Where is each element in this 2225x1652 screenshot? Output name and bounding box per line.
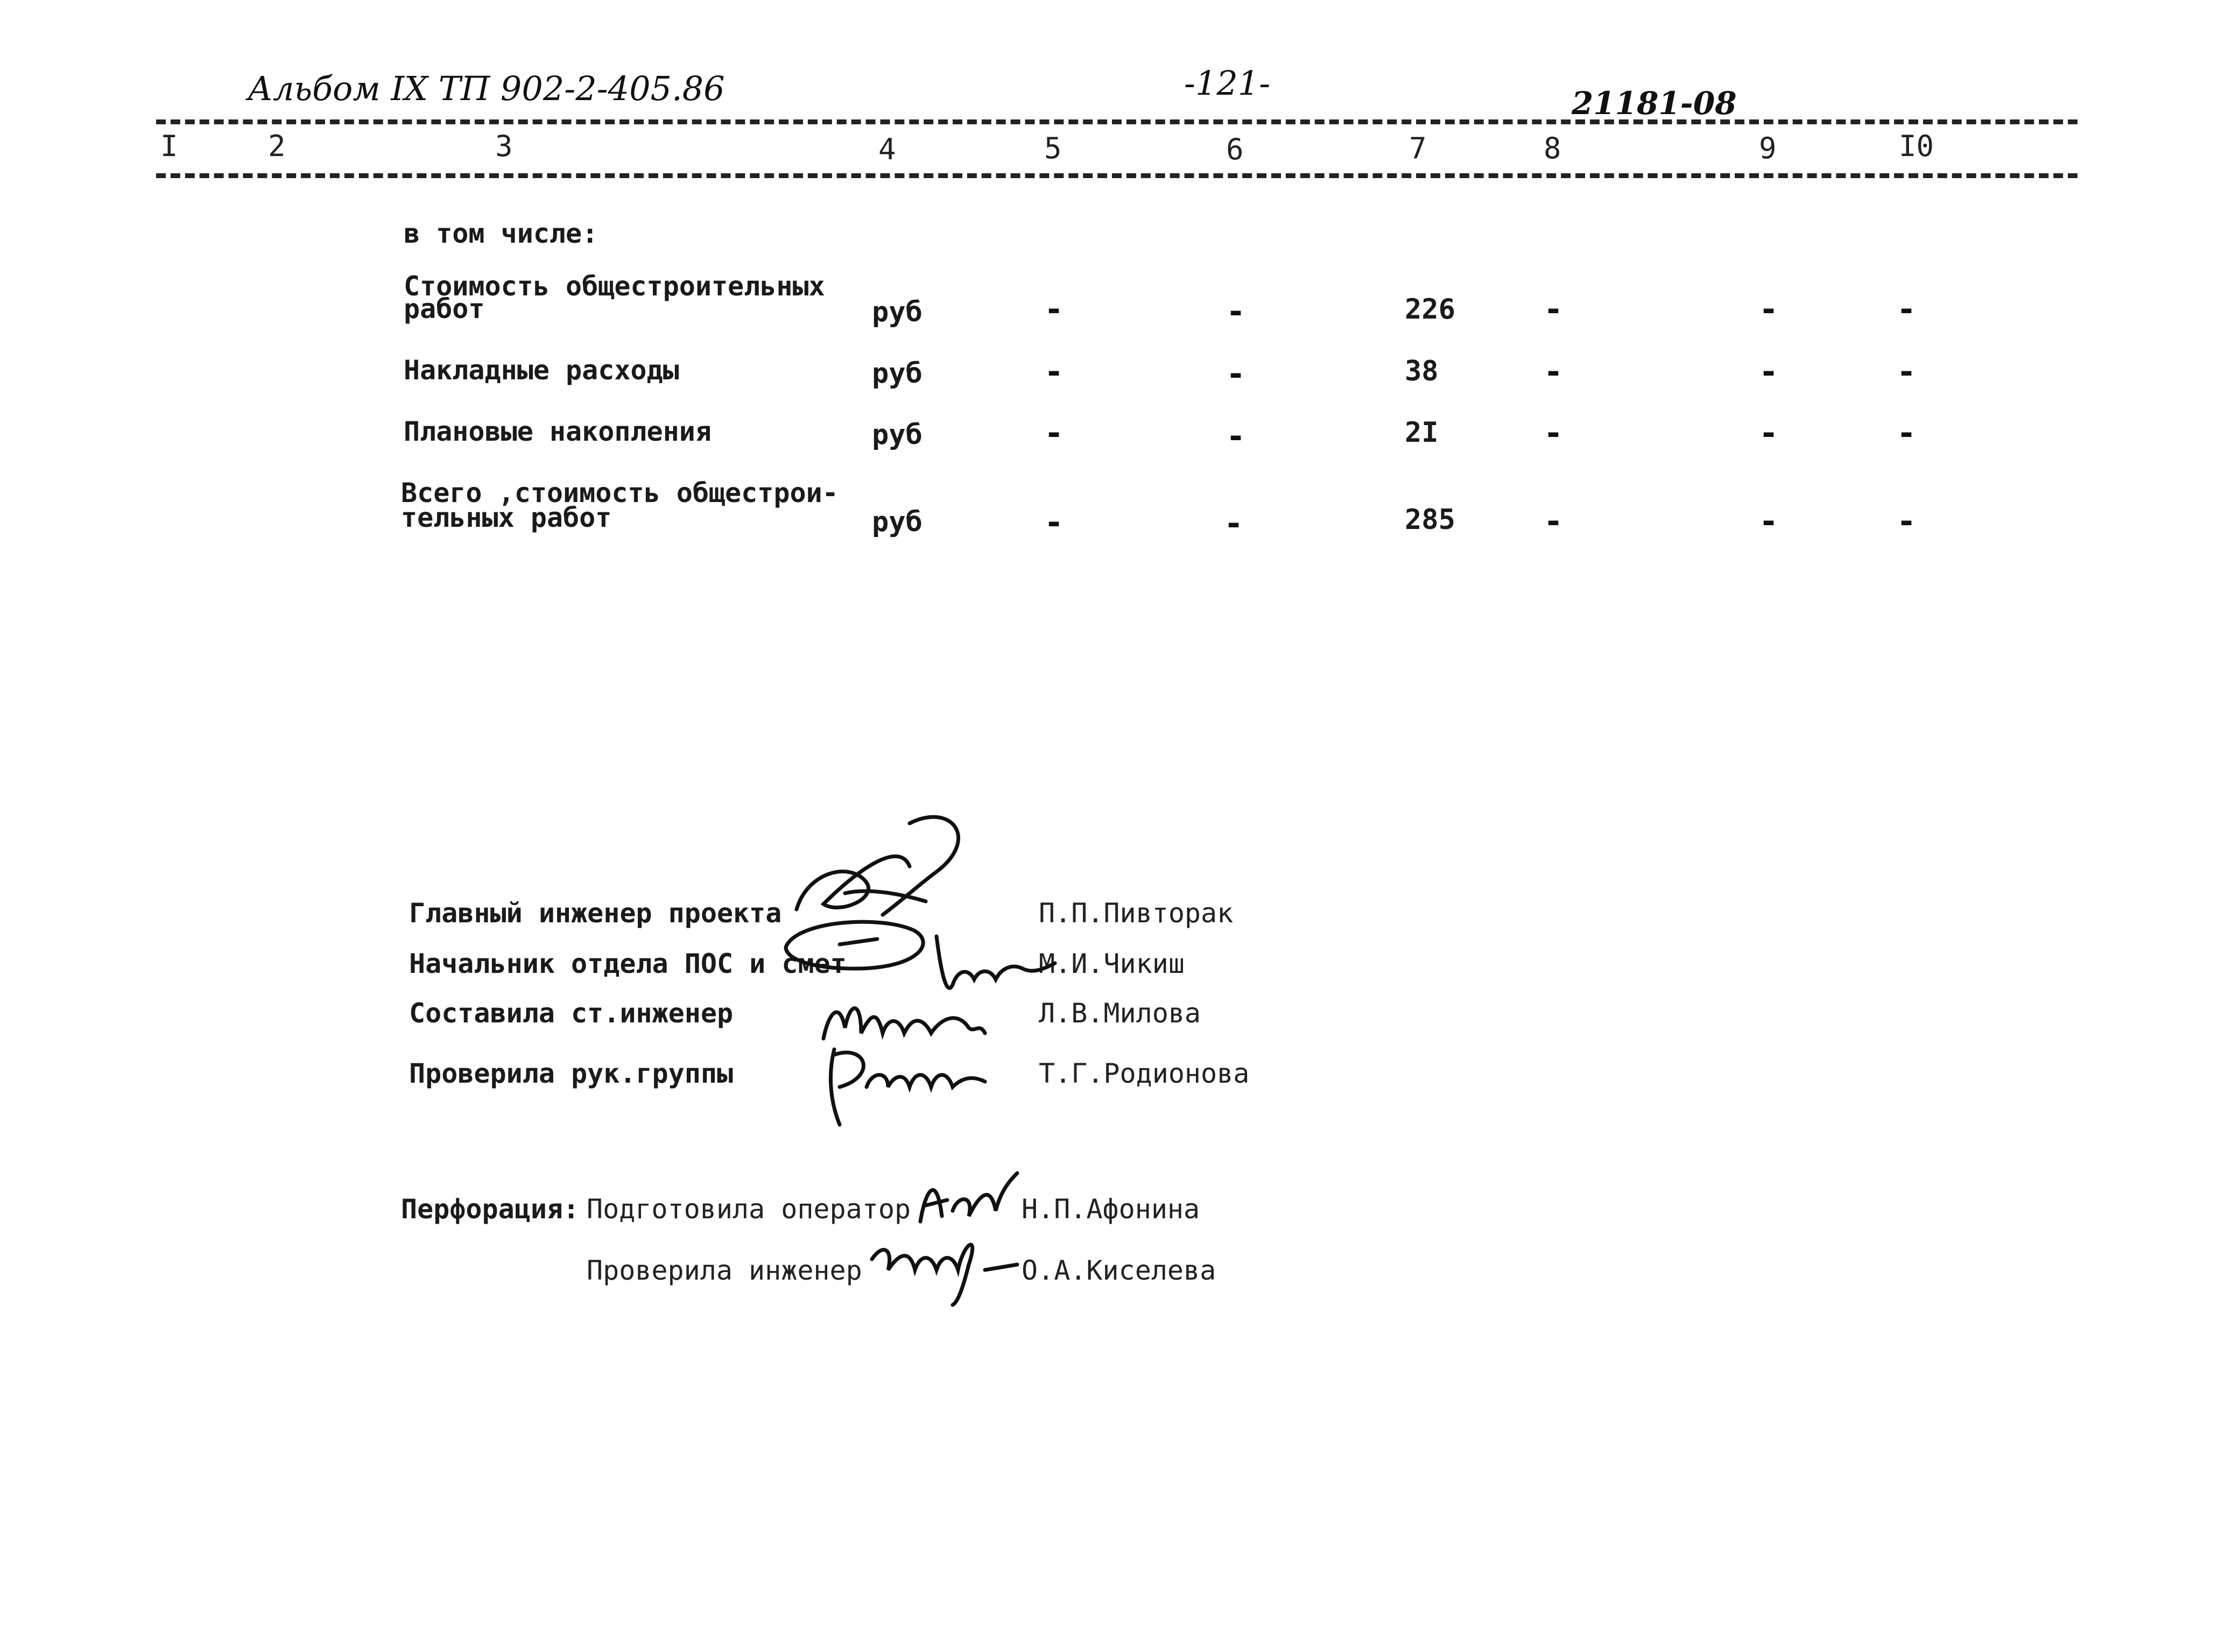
value-cell: - [1544, 414, 1564, 452]
signature-name: Л.В.Милова [1039, 998, 1201, 1029]
row-label-line: работ [404, 293, 485, 324]
value-cell: - [1044, 414, 1064, 452]
value-cell: - [1044, 353, 1064, 391]
album-reference: Альбом IX ТП 902-2-405.86 [248, 69, 725, 108]
page-number: -121- [1184, 63, 1271, 103]
column-header: 2 [268, 129, 286, 163]
value-cell: - [1224, 505, 1244, 542]
value-cell: - [1759, 503, 1779, 540]
header-rule-bottom [156, 173, 2078, 178]
unit-cell: руб [872, 419, 923, 451]
row-label-line: тельных работ [401, 502, 612, 533]
value-cell: - [1544, 291, 1564, 328]
column-header: 4 [878, 132, 896, 166]
value-cell: - [1226, 418, 1246, 455]
value-cell: - [1897, 503, 1917, 540]
unit-cell: руб [872, 357, 923, 390]
value-cell: - [1897, 353, 1917, 391]
handwritten-signature [775, 807, 1076, 1012]
value-cell: - [1897, 291, 1917, 328]
signature-name: Т.Г.Родионова [1039, 1058, 1250, 1089]
signature-role: Проверила рук.группы [409, 1058, 734, 1089]
signature-name: М.И.Чикиш [1039, 948, 1185, 979]
value-cell: - [1226, 355, 1246, 393]
value-cell: - [1759, 414, 1779, 452]
row-label-line: Всего ,стоимость общестрои- [401, 477, 839, 509]
perforation-checked-name: О.А.Киселева [1022, 1255, 1216, 1286]
document-code: 21181-08 [1572, 85, 1737, 122]
value-cell: - [1226, 293, 1246, 330]
handwritten-signature [910, 1162, 1028, 1232]
value-cell: 226 [1405, 293, 1455, 326]
value-cell: 285 [1405, 504, 1455, 536]
column-header: 8 [1544, 131, 1561, 165]
value-cell: - [1544, 503, 1564, 540]
handwritten-signature [861, 1227, 1023, 1308]
column-header: I0 [1899, 129, 1934, 163]
column-header: 9 [1759, 131, 1777, 165]
handwritten-signature [818, 1039, 990, 1130]
value-cell: - [1544, 353, 1564, 391]
row-label-line: Накладные расходы [404, 355, 679, 386]
value-cell: - [1759, 353, 1779, 391]
signature-name: П.П.Пивторак [1039, 898, 1234, 929]
signature-role: Начальник отдела ПОС и смет [409, 948, 847, 979]
signature-role: Главный инженер проекта [409, 898, 782, 929]
signature-role: Составила ст.инженер [409, 998, 734, 1029]
unit-cell: руб [872, 296, 923, 328]
column-header: 3 [495, 129, 513, 163]
value-cell: 2I [1405, 416, 1439, 449]
value-cell: - [1044, 504, 1064, 541]
value-cell: - [1759, 291, 1779, 328]
column-header: 7 [1409, 131, 1427, 165]
perforation-prepared-role: Подготовила оператор [587, 1194, 911, 1225]
perforation-checked-role: Проверила инженер [587, 1255, 862, 1286]
perforation-label: Перфорация: [401, 1194, 580, 1225]
value-cell: - [1044, 291, 1064, 328]
unit-cell: руб [872, 506, 923, 538]
section-intro: в том числе: [404, 218, 599, 249]
row-label-line: Стоимость общестроительных [404, 271, 825, 302]
column-header: I [160, 129, 178, 163]
column-header: 6 [1226, 132, 1244, 166]
value-cell: - [1897, 414, 1917, 452]
perforation-prepared-name: Н.П.Афонина [1022, 1194, 1200, 1225]
column-header: 5 [1044, 131, 1062, 165]
header-rule-top [156, 119, 2078, 124]
row-label-line: Плановые накопления [404, 416, 712, 447]
value-cell: 38 [1405, 355, 1439, 387]
